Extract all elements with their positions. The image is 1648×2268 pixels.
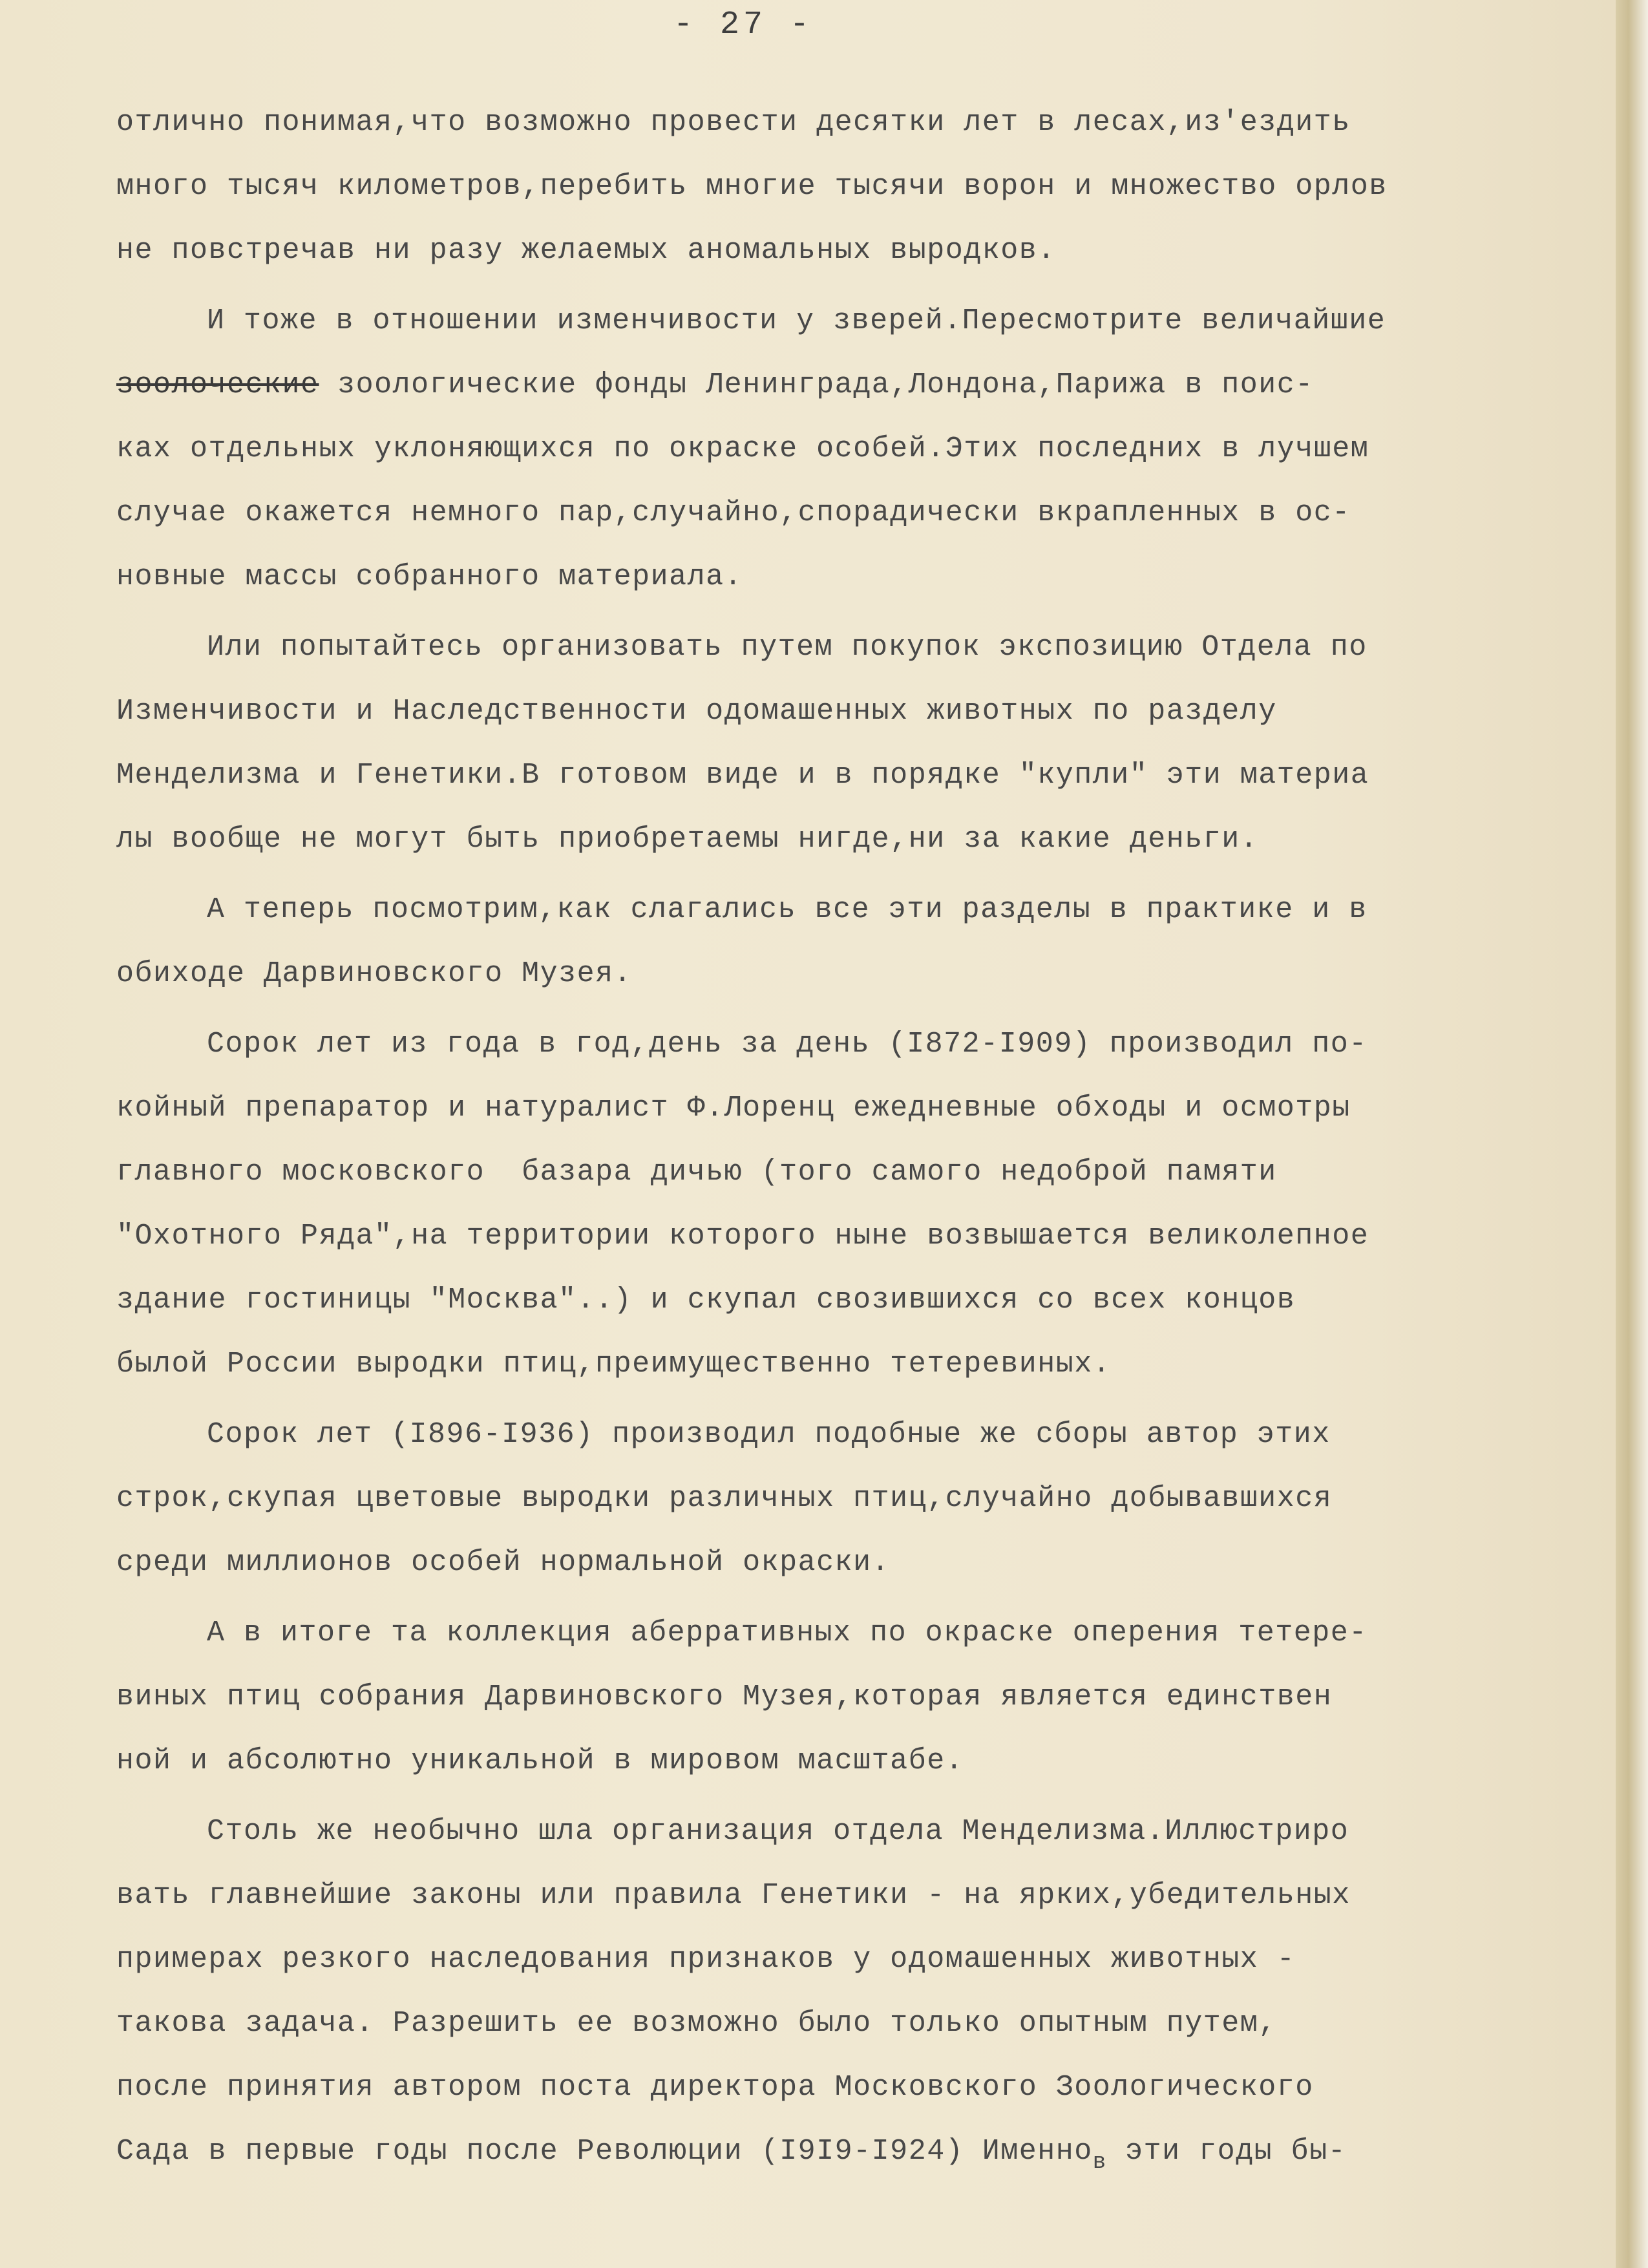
text-line: после принятия автором поста директора Московского Зоологического [116,2071,1314,2104]
paragraph [116,1601,1603,1793]
inserted-letter: в [1092,2150,1107,2175]
text-line: отлично понимая,что возможно провести десятки лет в лесах,из'ездить [116,106,1351,139]
text-line: много тысяч километров,перебить многие тысячи ворон и множество орлов [116,170,1388,203]
paragraph [116,878,1603,1006]
text-line: виных птиц собрания Дарвиновского Музея,которая является единствен [116,1680,1333,1713]
text-line: лы вообще не могут быть приобретаемы нигде,ни за какие деньги. [116,823,1259,856]
text-line: И тоже в отношении изменчивости у зверей.Пересмотрите величайшие [207,304,1386,337]
text-line: случае окажется немного пар,случайно,спорадически вкрапленных в ос- [116,496,1351,529]
text-line: здание гостиницы "Москва"..) и скупал свозившихся со всех концов [116,1284,1296,1317]
text-line: главного московского базара дичью (того самого недоброй памяти [116,1156,1277,1189]
text-line: койный препаратор и натуралист Ф.Лоренц ежедневные обходы и осмотры [116,1092,1351,1125]
text-line: ках отдельных уклоняющихся по окраске особей.Этих последних в лучшем [116,432,1369,465]
text-line: Сорок лет из года в год,день за день (I872-I909) производил по- [207,1028,1368,1061]
paragraph [116,1403,1603,1595]
text-line: вать главнейшие законы или правила Генетики - на ярких,убедительных [116,1879,1351,1912]
text-line: обиходе Дарвиновского Музея. [116,957,633,990]
text-line: новные массы собранного материала. [116,560,743,593]
text-line: такова задача. Разрешить ее возможно было только опытным путем, [116,2007,1277,2040]
page-number: - 27 - [673,6,814,43]
paragraph [116,615,1603,871]
hyphenated-suffix: с- [1276,368,1314,401]
struck-word: зоолоческие [116,368,319,401]
text-line: былой России выродки птиц,преимущественно тетеревиных. [116,1348,1112,1381]
text-line: А в итоге та коллекция аберративных по окраске оперения тетере- [207,1616,1368,1649]
paragraph [116,90,1603,282]
text-line: Сада в первые годы после Революции (I9I9-I924) Именно$_в$ эти годы бы- [116,2135,1347,2175]
paper-edge [1616,0,1648,2268]
text-line: строк,скупая цветовые выродки различных птиц,случайно добывавшихся [116,1482,1333,1515]
text-line: Изменчивости и Наследственности одомашенных животных по разделу [116,695,1277,728]
text-line: Сорок лет (I896-I936) производил подобные же сборы автор этих [207,1418,1331,1451]
text-line: среди миллионов особей нормальной окраски. [116,1546,891,1579]
paragraph [116,1799,1603,2186]
document-body [116,90,1603,2192]
text-line: Или попытайтесь организовать путем покупок экспозицию Отдела по [207,631,1368,664]
text-line: зоолоческие зоологические фонды Ленинграда,Лондона,Парижа в поис- [116,368,1314,401]
paragraph [116,1012,1603,1396]
text-line: Менделизма и Генетики.В готовом виде и в порядке "купли" эти материа [116,759,1369,792]
text-line: примерах резкого наследования признаков у одомашенных животных - [116,1943,1296,1976]
paragraph [116,289,1603,609]
text-line: не повстречав ни разу желаемых аномальных выродков. [116,234,1056,267]
text-line: "Охотного Ряда",на территории которого ныне возвышается великолепное [116,1220,1369,1253]
text-line: А теперь посмотрим,как слагались все эти разделы в практике и в [207,893,1368,926]
text-line: ной и абсолютно уникальной в мировом масштабе. [116,1744,964,1777]
text-line: Столь же необычно шла организация отдела Менделизма.Иллюстриро [207,1815,1349,1848]
